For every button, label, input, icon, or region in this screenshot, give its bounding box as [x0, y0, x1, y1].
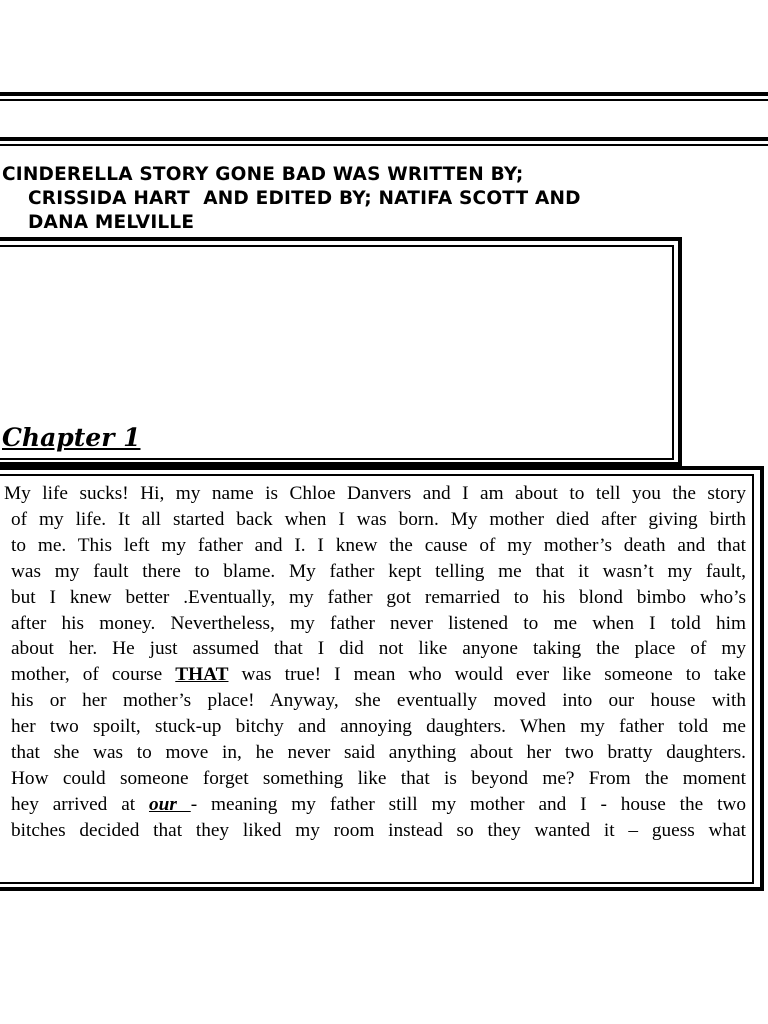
credits-line-2: CRISSIDA HART AND EDITED BY; NATIFA SCOTT AND [28, 188, 581, 209]
story-line: after his money. Nevertheless, my father never listened to me when I told him [11, 612, 746, 634]
story-line [4, 792, 746, 818]
story-text [4, 481, 746, 844]
story-line: bitches decided that they liked my room instead so they wanted it – guess what [11, 819, 746, 841]
story-line: How could someone forget something like that is beyond me? From the moment [11, 767, 746, 789]
story-line: her two spoilt, stuck-up bitchy and annoying daughters. When my father told me [11, 716, 746, 738]
credits-line-1: CINDERELLA STORY GONE BAD WAS WRITTEN BY; [2, 164, 524, 185]
middle-double-rule [0, 137, 768, 146]
credits-line-3: DANA MELVILLE [28, 212, 195, 233]
emphasis-our: our [148, 793, 191, 815]
story-segment: - meaning my father still my mother and I - house the two [190, 793, 746, 815]
story-line: of my life. It all started back when I was born. My mother died after giving birth [11, 508, 746, 530]
story-line: but I knew better .Eventually, my father got remarried to his blond bimbo who’s [11, 586, 746, 608]
story-line: that she was to move in, he never said anything about her two bratty daughters. [11, 742, 746, 764]
story-line: to me. This left my father and I. I knew the cause of my mother’s death and that [11, 534, 746, 556]
story-line: his or her mother’s place! Anyway, she eventually moved into our house with [11, 690, 746, 712]
story-segment: mother, of course [11, 664, 176, 686]
top-double-rule [0, 92, 768, 101]
story-line [4, 662, 746, 688]
story-segment: hey arrived at [11, 793, 149, 815]
story-line: was my fault there to blame. My father kept telling me that it wasn’t my fault, [11, 560, 746, 582]
story-segment: was true! I mean who would ever like someone to take [228, 664, 746, 686]
story-line: My life sucks! Hi, my name is Chloe Danvers and I am about to tell you the story [4, 483, 746, 504]
story-line: about her. He just assumed that I did not like anyone taking the place of my [11, 638, 746, 660]
credits-block [2, 163, 642, 235]
emphasis-that: THAT [175, 664, 229, 686]
chapter-title: Chapter 1 [2, 423, 141, 452]
